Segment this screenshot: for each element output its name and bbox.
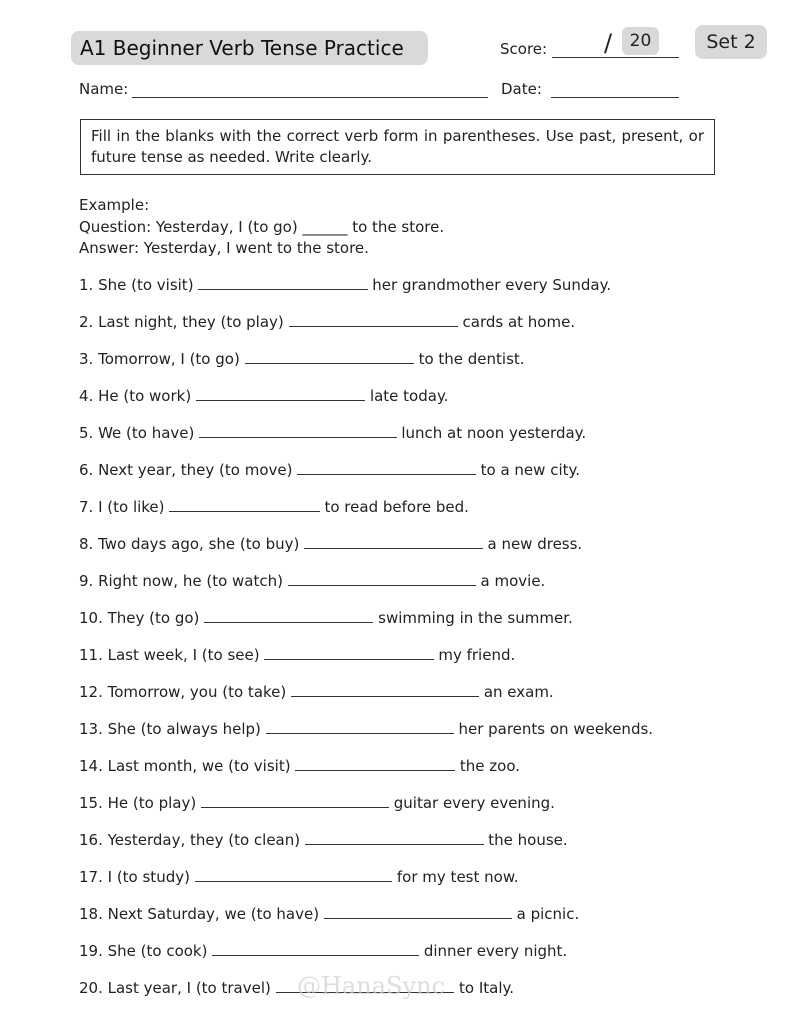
example-block	[79, 195, 444, 260]
question-prompt: 7. I (to like)	[79, 498, 165, 516]
question-continuation: late today.	[369, 387, 449, 405]
watermark: @HanaSync	[297, 972, 445, 1000]
question-prompt: 13. She (to always help)	[79, 720, 261, 738]
question-continuation: dinner every night.	[423, 942, 568, 960]
question-continuation: to read before bed.	[324, 498, 469, 516]
name-field[interactable]	[132, 97, 488, 98]
example-answer: Answer: Yesterday, I went to the store.	[79, 239, 369, 257]
answer-blank[interactable]	[289, 312, 458, 327]
answer-blank[interactable]	[288, 571, 476, 586]
score-slash: /	[604, 29, 613, 57]
question-item	[79, 570, 653, 607]
question-item	[79, 903, 653, 940]
question-continuation: her grandmother every Sunday.	[372, 276, 612, 294]
question-continuation: my friend.	[438, 646, 516, 664]
question-item	[79, 607, 653, 644]
question-prompt: 5. We (to have)	[79, 424, 195, 442]
date-label: Date:	[501, 80, 542, 98]
example-question: Question: Yesterday, I (to go) ______ to the store.	[79, 217, 445, 236]
question-item	[79, 496, 653, 533]
answer-blank[interactable]	[264, 645, 433, 660]
answer-blank[interactable]	[204, 608, 373, 623]
set-badge: Set 2	[695, 25, 767, 59]
answer-blank[interactable]	[195, 867, 392, 882]
question-continuation: swimming in the summer.	[378, 609, 573, 627]
question-item	[79, 644, 653, 681]
name-label: Name:	[79, 80, 129, 98]
question-continuation: lunch at noon yesterday.	[401, 424, 587, 442]
question-item	[79, 829, 653, 866]
question-prompt: 4. He (to work)	[79, 387, 192, 405]
question-continuation: a movie.	[480, 572, 546, 590]
score-total-badge: 20	[622, 27, 659, 55]
score-label: Score:	[500, 40, 548, 58]
question-continuation: cards at home.	[462, 313, 576, 331]
answer-blank[interactable]	[201, 793, 389, 808]
question-item	[79, 755, 653, 792]
question-continuation: a picnic.	[516, 905, 580, 923]
question-continuation: guitar every evening.	[393, 794, 555, 812]
question-prompt: 11. Last week, I (to see)	[79, 646, 260, 664]
question-continuation: to Italy.	[459, 979, 515, 997]
question-item	[79, 348, 653, 385]
example-heading: Example:	[79, 196, 150, 214]
date-field[interactable]	[551, 97, 679, 98]
question-item	[79, 274, 653, 311]
question-prompt: 16. Yesterday, they (to clean)	[79, 831, 301, 849]
answer-blank[interactable]	[169, 497, 319, 512]
answer-blank[interactable]	[305, 830, 484, 845]
answer-blank[interactable]	[198, 275, 367, 290]
question-continuation: to a new city.	[480, 461, 581, 479]
answer-blank[interactable]	[291, 682, 479, 697]
answer-blank[interactable]	[245, 349, 414, 364]
question-prompt: 14. Last month, we (to visit)	[79, 757, 291, 775]
question-continuation: her parents on weekends.	[458, 720, 654, 738]
question-prompt: 17. I (to study)	[79, 868, 190, 886]
question-item	[79, 533, 653, 570]
question-continuation: the zoo.	[459, 757, 521, 775]
question-list	[79, 274, 653, 1014]
answer-blank[interactable]	[199, 423, 396, 438]
question-prompt: 3. Tomorrow, I (to go)	[79, 350, 240, 368]
answer-blank[interactable]	[266, 719, 454, 734]
question-item	[79, 385, 653, 422]
answer-blank[interactable]	[196, 386, 365, 401]
answer-blank[interactable]	[297, 460, 476, 475]
page-title: A1 Beginner Verb Tense Practice	[71, 31, 428, 65]
question-prompt: 1. She (to visit)	[79, 276, 194, 294]
question-prompt: 9. Right now, he (to watch)	[79, 572, 283, 590]
instructions-box: Fill in the blanks with the correct verb form in parentheses. Use past, present, or future tense as needed. Write clearly.	[80, 119, 715, 175]
question-continuation: for my test now.	[396, 868, 519, 886]
score-field[interactable]	[552, 57, 679, 58]
question-continuation: the house.	[488, 831, 568, 849]
answer-blank[interactable]	[304, 534, 483, 549]
question-prompt: 8. Two days ago, she (to buy)	[79, 535, 300, 553]
question-item	[79, 681, 653, 718]
question-prompt: 20. Last year, I (to travel)	[79, 979, 271, 997]
answer-blank[interactable]	[212, 941, 419, 956]
question-item	[79, 459, 653, 496]
question-prompt: 19. She (to cook)	[79, 942, 208, 960]
question-prompt: 2. Last night, they (to play)	[79, 313, 284, 331]
question-item	[79, 866, 653, 903]
question-item	[79, 311, 653, 348]
question-continuation: a new dress.	[487, 535, 583, 553]
question-prompt: 12. Tomorrow, you (to take)	[79, 683, 287, 701]
question-continuation: an exam.	[483, 683, 554, 701]
question-item	[79, 718, 653, 755]
question-prompt: 15. He (to play)	[79, 794, 197, 812]
question-item	[79, 792, 653, 829]
answer-blank[interactable]	[295, 756, 455, 771]
answer-blank[interactable]	[324, 904, 512, 919]
question-prompt: 10. They (to go)	[79, 609, 200, 627]
question-prompt: 6. Next year, they (to move)	[79, 461, 293, 479]
question-prompt: 18. Next Saturday, we (to have)	[79, 905, 320, 923]
question-item	[79, 422, 653, 459]
question-continuation: to the dentist.	[418, 350, 525, 368]
